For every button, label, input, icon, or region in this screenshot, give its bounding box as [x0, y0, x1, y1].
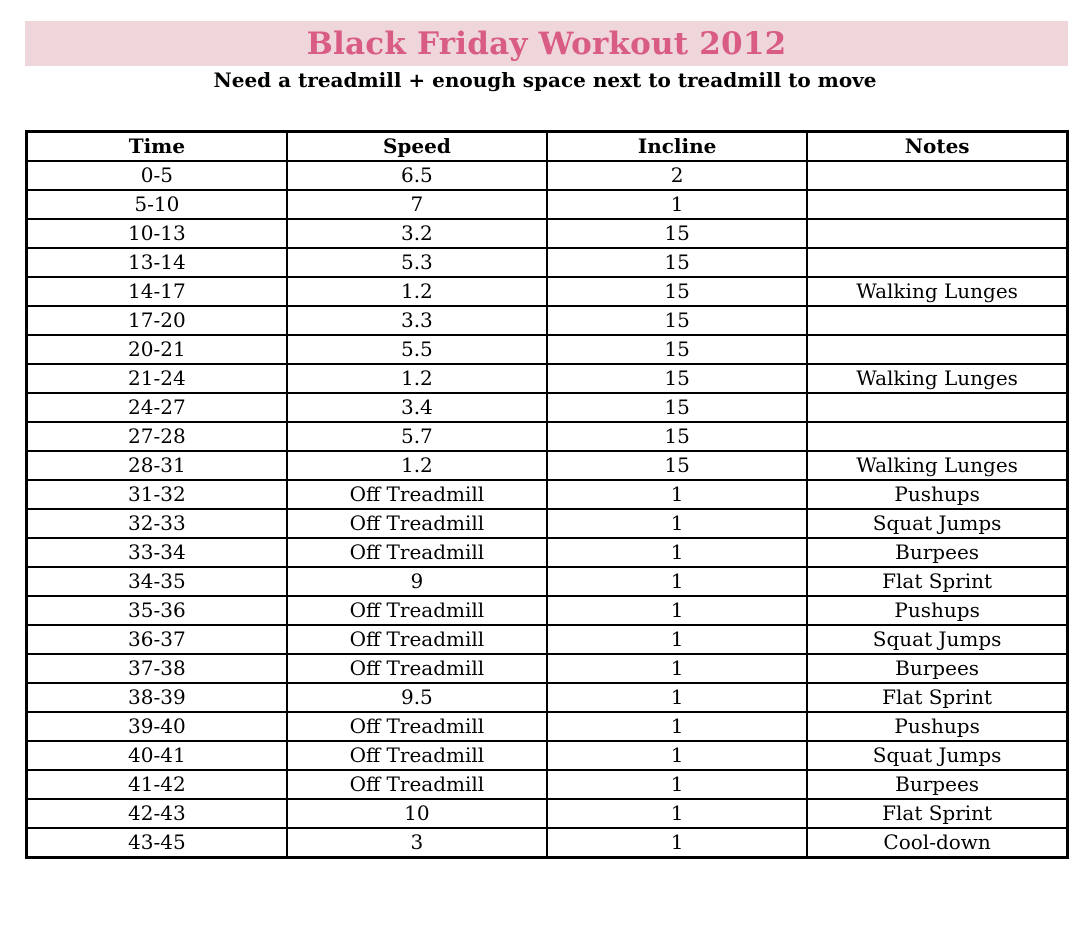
time-cell: 24-27 — [27, 393, 287, 422]
table-row — [27, 625, 1068, 654]
time-cell: 35-36 — [27, 596, 287, 625]
speed-cell: 3.4 — [287, 393, 547, 422]
speed-cell: 10 — [287, 799, 547, 828]
table-row — [27, 393, 1068, 422]
incline-cell: 1 — [547, 509, 807, 538]
table-header — [27, 132, 1068, 162]
time-cell: 10-13 — [27, 219, 287, 248]
time-cell: 21-24 — [27, 364, 287, 393]
speed-cell: Off Treadmill — [287, 654, 547, 683]
notes-cell: Walking Lunges — [807, 451, 1067, 480]
table-row — [27, 219, 1068, 248]
table-row — [27, 451, 1068, 480]
table-row — [27, 277, 1068, 306]
incline-cell: 1 — [547, 567, 807, 596]
time-cell: 34-35 — [27, 567, 287, 596]
speed-cell: 3.2 — [287, 219, 547, 248]
time-cell: 37-38 — [27, 654, 287, 683]
notes-cell: Flat Sprint — [807, 567, 1067, 596]
speed-cell: 1.2 — [287, 277, 547, 306]
notes-cell: Pushups — [807, 596, 1067, 625]
time-cell: 27-28 — [27, 422, 287, 451]
incline-cell: 1 — [547, 741, 807, 770]
incline-cell: 15 — [547, 422, 807, 451]
table-row — [27, 712, 1068, 741]
notes-cell: Walking Lunges — [807, 277, 1067, 306]
speed-cell: 9.5 — [287, 683, 547, 712]
incline-cell: 1 — [547, 596, 807, 625]
incline-cell: 1 — [547, 625, 807, 654]
speed-cell: Off Treadmill — [287, 741, 547, 770]
time-cell: 28-31 — [27, 451, 287, 480]
table-row — [27, 306, 1068, 335]
table-row — [27, 248, 1068, 277]
table-row — [27, 828, 1068, 858]
table-row — [27, 596, 1068, 625]
speed-cell: 5.3 — [287, 248, 547, 277]
table-row — [27, 422, 1068, 451]
speed-cell: Off Treadmill — [287, 509, 547, 538]
time-cell: 41-42 — [27, 770, 287, 799]
table-row — [27, 799, 1068, 828]
time-cell: 32-33 — [27, 509, 287, 538]
incline-cell: 1 — [547, 799, 807, 828]
table-row — [27, 683, 1068, 712]
notes-cell — [807, 393, 1067, 422]
table-row — [27, 480, 1068, 509]
incline-cell: 1 — [547, 654, 807, 683]
notes-cell — [807, 248, 1067, 277]
notes-cell — [807, 219, 1067, 248]
incline-cell: 15 — [547, 248, 807, 277]
incline-cell: 1 — [547, 712, 807, 741]
incline-cell: 2 — [547, 161, 807, 190]
incline-cell: 1 — [547, 770, 807, 799]
speed-cell: Off Treadmill — [287, 770, 547, 799]
speed-cell: Off Treadmill — [287, 538, 547, 567]
table-row — [27, 741, 1068, 770]
header-time: Time — [27, 132, 287, 162]
header-incline: Incline — [547, 132, 807, 162]
notes-cell — [807, 335, 1067, 364]
table-body — [27, 161, 1068, 858]
incline-cell: 1 — [547, 480, 807, 509]
notes-cell: Pushups — [807, 480, 1067, 509]
table-row — [27, 770, 1068, 799]
table-row — [27, 567, 1068, 596]
time-cell: 40-41 — [27, 741, 287, 770]
time-cell: 17-20 — [27, 306, 287, 335]
time-cell: 42-43 — [27, 799, 287, 828]
incline-cell: 15 — [547, 335, 807, 364]
time-cell: 39-40 — [27, 712, 287, 741]
incline-cell: 1 — [547, 828, 807, 858]
incline-cell: 1 — [547, 190, 807, 219]
speed-cell: Off Treadmill — [287, 480, 547, 509]
table-row — [27, 364, 1068, 393]
incline-cell: 15 — [547, 364, 807, 393]
speed-cell: 3 — [287, 828, 547, 858]
header-row — [27, 132, 1068, 162]
speed-cell: 7 — [287, 190, 547, 219]
notes-cell: Squat Jumps — [807, 509, 1067, 538]
speed-cell: 5.7 — [287, 422, 547, 451]
notes-cell: Burpees — [807, 654, 1067, 683]
speed-cell: 5.5 — [287, 335, 547, 364]
notes-cell: Pushups — [807, 712, 1067, 741]
time-cell: 33-34 — [27, 538, 287, 567]
time-cell: 36-37 — [27, 625, 287, 654]
incline-cell: 15 — [547, 393, 807, 422]
time-cell: 13-14 — [27, 248, 287, 277]
speed-cell: 9 — [287, 567, 547, 596]
notes-cell: Burpees — [807, 770, 1067, 799]
table-row — [27, 161, 1068, 190]
table-row — [27, 509, 1068, 538]
speed-cell: Off Treadmill — [287, 596, 547, 625]
notes-cell — [807, 306, 1067, 335]
workout-table — [25, 130, 1069, 859]
incline-cell: 15 — [547, 306, 807, 335]
speed-cell: Off Treadmill — [287, 712, 547, 741]
notes-cell — [807, 422, 1067, 451]
notes-cell: Squat Jumps — [807, 625, 1067, 654]
table-row — [27, 538, 1068, 567]
notes-cell: Cool-down — [807, 828, 1067, 858]
title-band — [25, 21, 1068, 66]
notes-cell: Flat Sprint — [807, 799, 1067, 828]
time-cell: 43-45 — [27, 828, 287, 858]
time-cell: 5-10 — [27, 190, 287, 219]
time-cell: 31-32 — [27, 480, 287, 509]
speed-cell: 3.3 — [287, 306, 547, 335]
header-notes: Notes — [807, 132, 1067, 162]
notes-cell — [807, 190, 1067, 219]
incline-cell: 1 — [547, 538, 807, 567]
document-title: Black Friday Workout 2012 — [306, 25, 787, 62]
notes-cell: Flat Sprint — [807, 683, 1067, 712]
document-subtitle: Need a treadmill + enough space next to treadmill to move — [213, 68, 877, 92]
notes-cell: Walking Lunges — [807, 364, 1067, 393]
speed-cell: Off Treadmill — [287, 625, 547, 654]
time-cell: 14-17 — [27, 277, 287, 306]
time-cell: 0-5 — [27, 161, 287, 190]
notes-cell: Squat Jumps — [807, 741, 1067, 770]
speed-cell: 6.5 — [287, 161, 547, 190]
table-row — [27, 335, 1068, 364]
time-cell: 38-39 — [27, 683, 287, 712]
notes-cell: Burpees — [807, 538, 1067, 567]
speed-cell: 1.2 — [287, 364, 547, 393]
incline-cell: 15 — [547, 277, 807, 306]
incline-cell: 1 — [547, 683, 807, 712]
incline-cell: 15 — [547, 219, 807, 248]
speed-cell: 1.2 — [287, 451, 547, 480]
time-cell: 20-21 — [27, 335, 287, 364]
notes-cell — [807, 161, 1067, 190]
table-row — [27, 654, 1068, 683]
table-row — [27, 190, 1068, 219]
header-speed: Speed — [287, 132, 547, 162]
incline-cell: 15 — [547, 451, 807, 480]
